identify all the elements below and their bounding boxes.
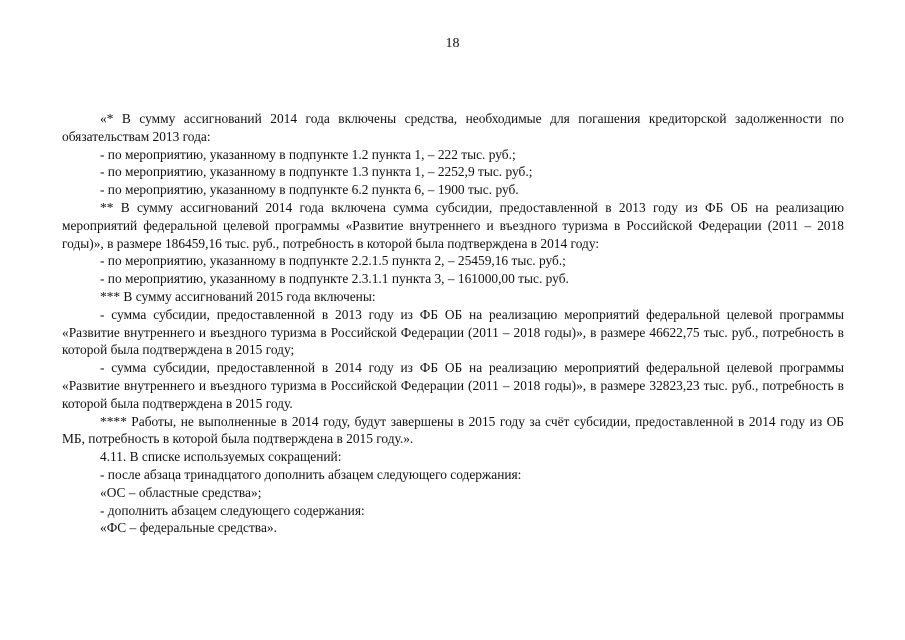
page-number: 18: [445, 36, 460, 51]
paragraph-footnote-2-item-2: - по мероприятию, указанному в подпункте 2.3.1.1 пункта 3, – 161000,00 тыс. руб.: [100, 271, 569, 287]
paragraph-abbreviation-fs: «ФС – федеральные средства».: [100, 520, 277, 536]
paragraph-footnote-1-item-1: - по мероприятию, указанному в подпункте 1.2 пункта 1, – 222 тыс. руб.;: [100, 146, 516, 162]
paragraph-abbreviation-os: «ОС – областные средства»;: [100, 484, 262, 500]
paragraph-footnote-4: **** Работы, не выполненные в 2014 году, будут завершены в 2015 году за счёт субсидии, предоставленной в 2014 году из ОБ МБ, потребность в которой была подтверждена в 2015 году.».: [62, 413, 844, 447]
paragraph-footnote-1-intro: «* В сумму ассигнований 2014 года включены средства, необходимые для погашения кредиторской задолженности по обязательствам 2013 года:: [62, 111, 844, 144]
paragraph-footnote-3-item-2: - сумма субсидии, предоставленной в 2014 году из ФБ ОБ на реализацию мероприятий федеральной целевой программы «Развитие внутреннего и въездного туризма в Российской Федерации (2011 – 2018 годы)», в размере 32823,23 тыс. руб., потребность в которой была подтверждена в 2015 году.: [62, 360, 844, 411]
paragraph-footnote-3-item-1: - сумма субсидии, предоставленной в 2013 году из ФБ ОБ на реализацию мероприятий федеральной целевой программы «Развитие внутреннего и въездного туризма в Российской Федерации (2011 – 2018 годы)», в размере 46622,75 тыс. руб., потребность в которой была подтверждена в 2015 году;: [62, 306, 844, 358]
paragraph-instruction-2: - дополнить абзацем следующего содержания:: [100, 502, 365, 518]
paragraph-footnote-2-intro: ** В сумму ассигнований 2014 года включена сумма субсидии, предоставленной в 2013 году из ФБ ОБ на реализацию мероприятий федеральной целевой программы «Развитие внутреннего и въездного туризма в Российской Федерации (2011 – 2018 годы)», в размере 186459,16 тыс. руб., потребность в которой была подтверждена в 2014 году:: [62, 199, 844, 251]
paragraph-section-4-11: 4.11. В списке используемых сокращений:: [100, 449, 342, 465]
paragraph-footnote-2-item-1: - по мероприятию, указанному в подпункте 2.2.1.5 пункта 2, – 25459,16 тыс. руб.;: [100, 253, 566, 269]
paragraph-footnote-1-item-2: - по мероприятию, указанному в подпункте 1.3 пункта 1, – 2252,9 тыс. руб.;: [100, 164, 533, 180]
paragraph-footnote-3-intro: *** В сумму ассигнований 2015 года включены:: [100, 288, 376, 304]
paragraph-instruction-1: - после абзаца тринадцатого дополнить абзацем следующего содержания:: [100, 466, 522, 482]
document-body: [62, 110, 844, 537]
paragraph-footnote-1-item-3: - по мероприятию, указанному в подпункте 6.2 пункта 6, – 1900 тыс. руб.: [100, 182, 519, 198]
